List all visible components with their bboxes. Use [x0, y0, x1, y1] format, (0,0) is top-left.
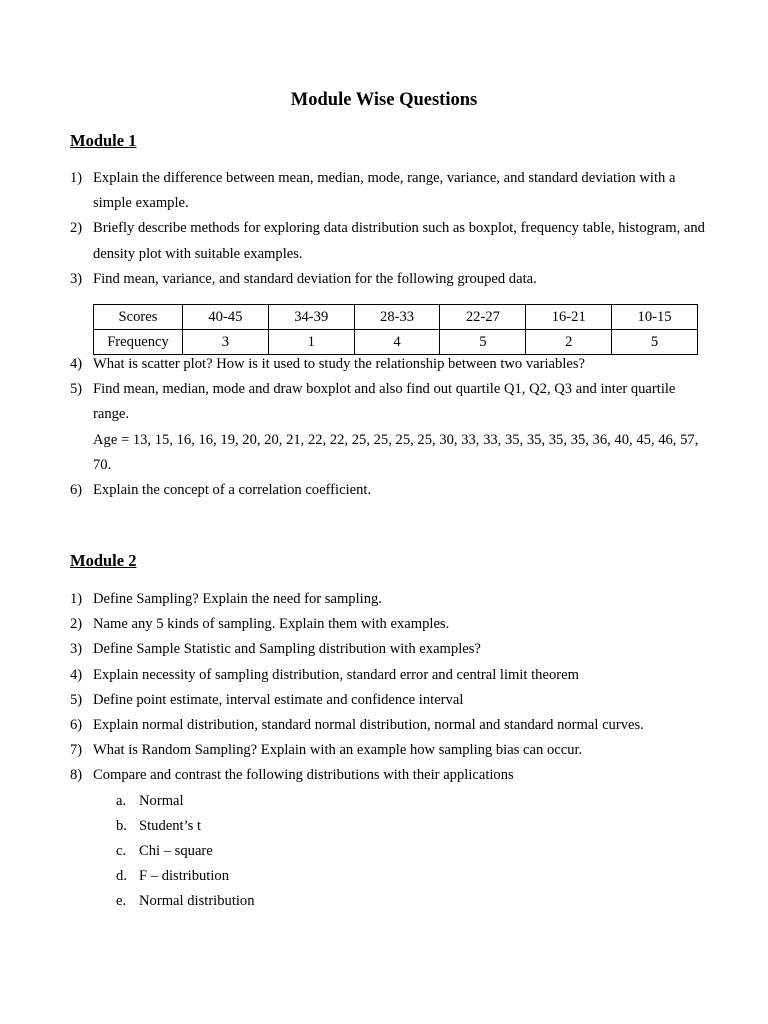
- module-1-question-list: [70, 166, 710, 292]
- module-1-question-5: [70, 377, 710, 478]
- question-number: 4): [70, 356, 83, 372]
- table-cell: 10-15: [612, 305, 698, 330]
- module-1-question-4: [70, 352, 710, 377]
- question-number: 4): [70, 666, 83, 683]
- question-text: Find mean, median, mode and draw boxplot and also find out quartile Q1, Q2, Q3 and inter quartile range.: [93, 381, 676, 423]
- question-text: Briefly describe methods for exploring data distribution such as boxplot, frequency table, histogram, and density plot with suitable examples.: [93, 220, 705, 262]
- table-cell: 2: [526, 330, 612, 355]
- question-text: Explain the difference between mean, median, mode, range, variance, and standard deviation with a simple example.: [93, 170, 676, 212]
- module-2-heading: Module 2: [70, 551, 137, 570]
- item-text: Chi – square: [139, 843, 213, 860]
- module-2-question-4: [70, 663, 710, 688]
- question-text: Explain necessity of sampling distribution, standard error and central limit theorem: [93, 666, 579, 683]
- list-item: [93, 814, 710, 839]
- age-data: Age = 13, 15, 16, 16, 19, 20, 20, 21, 22, 22, 25, 25, 25, 25, 30, 33, 33, 35, 35, 35, 35, 36, 40, 45, 46, 57, 70.: [93, 431, 699, 473]
- table-cell: Scores: [94, 305, 183, 330]
- grouped-data-table: [93, 304, 698, 355]
- question-number: 8): [70, 767, 83, 784]
- question-number: 7): [70, 742, 83, 759]
- question-number: 5): [70, 381, 83, 398]
- page-title: Module Wise Questions: [290, 90, 478, 110]
- module-2-question-3: [70, 637, 710, 662]
- item-text: Normal: [139, 792, 184, 809]
- question-number: 2): [70, 220, 83, 237]
- table-cell: 1: [268, 330, 354, 355]
- module-2-question-1: [70, 587, 710, 612]
- module-2-question-8: [70, 763, 710, 914]
- item-text: Student’s t: [139, 817, 202, 834]
- item-letter: b.: [116, 817, 127, 834]
- list-item: [93, 839, 710, 864]
- list-item: [93, 864, 710, 889]
- table-cell: 5: [440, 330, 526, 355]
- table-cell: 28-33: [354, 305, 440, 330]
- question-text: What is scatter plot? How is it used to study the relationship between two variables?: [93, 356, 586, 372]
- module-2-question-list: [70, 587, 710, 915]
- module-1-question-6: [70, 478, 710, 503]
- question-number: 6): [70, 482, 83, 499]
- table-cell: 3: [183, 330, 269, 355]
- question-number: 6): [70, 717, 83, 734]
- item-text: Normal distribution: [139, 893, 255, 910]
- question-number: 3): [70, 270, 83, 287]
- question-number: 1): [70, 170, 83, 186]
- module-2-question-5: [70, 688, 710, 713]
- item-letter: a.: [116, 792, 127, 809]
- item-letter: c.: [116, 843, 127, 860]
- table-cell: 40-45: [183, 305, 269, 330]
- question-text: Explain normal distribution, standard normal distribution, normal and standard normal curves.: [93, 717, 644, 734]
- table-cell: 4: [354, 330, 440, 355]
- question-number: 5): [70, 691, 83, 708]
- table-cell: Frequency: [94, 330, 183, 355]
- table-row-scores: [94, 305, 698, 330]
- module-1-question-1: [70, 166, 710, 216]
- item-text: F – distribution: [139, 868, 230, 885]
- table-cell: 5: [612, 330, 698, 355]
- question-text: Define Sample Statistic and Sampling distribution with examples?: [93, 641, 481, 658]
- module-1-question-list-continued: [70, 352, 710, 503]
- question-text: Find mean, variance, and standard deviation for the following grouped data.: [93, 270, 537, 287]
- item-letter: e.: [116, 893, 127, 910]
- distribution-list: [93, 789, 710, 915]
- question-text: What is Random Sampling? Explain with an example how sampling bias can occur.: [93, 742, 583, 759]
- question-text: Explain the concept of a correlation coefficient.: [93, 482, 372, 499]
- list-item: [93, 889, 710, 914]
- question-text: Name any 5 kinds of sampling. Explain them with examples.: [93, 616, 450, 633]
- table-cell: 34-39: [268, 305, 354, 330]
- question-text: Define point estimate, interval estimate and confidence interval: [93, 691, 464, 708]
- list-item: [93, 789, 710, 814]
- module-2-question-7: [70, 738, 710, 763]
- table-row-frequency: [94, 330, 698, 355]
- table-cell: 16-21: [526, 305, 612, 330]
- module-1-question-3: [70, 267, 710, 292]
- module-2-question-2: [70, 612, 710, 637]
- question-text: Define Sampling? Explain the need for sampling.: [93, 591, 382, 607]
- question-text: Compare and contrast the following distributions with their applications: [93, 767, 514, 784]
- question-number: 2): [70, 616, 83, 633]
- module-1-heading: Module 1: [70, 131, 137, 150]
- module-1-question-2: [70, 216, 710, 266]
- question-number: 3): [70, 641, 83, 658]
- module-2-question-6: [70, 713, 710, 738]
- item-letter: d.: [116, 868, 127, 885]
- table-cell: 22-27: [440, 305, 526, 330]
- question-number: 1): [70, 591, 83, 607]
